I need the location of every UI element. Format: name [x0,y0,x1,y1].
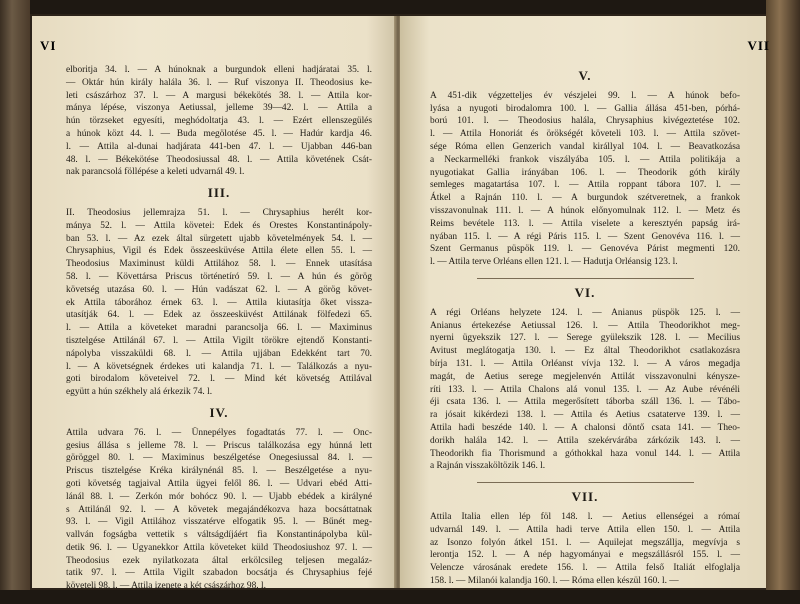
text-line: gesius állása s jelleme 78. l. — Priscus találkozása egy húnná lett [66,440,372,451]
text-line: Attila hadi beszéde 140. l. — A chalonsi döntő csata 141. — Theo- [430,422,740,433]
text-line: 158. l. — Milanói kalandja 160. l. — Róma ellen készül 160. l. — [430,575,679,586]
text-line: detik 96. l. — Ugyanekkor Attila követeket küld Theodosiushoz 97. l. — [66,542,372,553]
text-line: ború 101. l. — Theodosius halála, Chrysaphius kivégeztetése 102. [430,116,740,127]
text-line: Priscus tisztelgése Kréka királynénál 85. l. — Beszélgetése a nyu- [66,466,372,477]
section-heading-V: V. [578,68,592,83]
text-line: nápolyba visszaküldi 68. l. — Attila ujjában Edekként tart 70. [66,348,372,359]
text-line: dorikh halála 142. l. — Attila szekérvárába zárkózik 143. l. — [430,435,740,446]
text-line: nyerni ügyekszik 127. l. — Serege gyülekszik 128. l. — Mecilius [430,333,740,344]
book-cover-left-marbled [0,0,30,604]
text-line: bírja 131. l. — Attila Orléanst vívja 132. l. — A város megadja [430,358,740,369]
text-line: Anianus értekezése Aetiussal 126. l. — Attila Theodorikhot meg- [430,320,740,331]
text-line: 93. l. — Vigil Attilához visszatérve elfogatik 95. l. — Bűnét meg- [66,517,372,528]
text-line: követség utazása 60. l. — Hún vadászat 62. l. — A görög követ- [66,284,372,295]
text-line: visszavonulnak 111. l. — A húnok előnyomulnak 112. l. — Metz és [430,205,740,216]
text-line: Reims bevétele 113. l. — Attila viselete a keresztyén papság irá- [430,218,740,229]
text-line: utasítják 64. l. — Edek az összeesküvést Attilának fölfedezi 65. [66,310,372,321]
text-line: az Isonzo folyón átkel 151. l. — Aquilejat megszállja, megvívja s [430,537,740,548]
book-cover-top [0,0,800,14]
text-line: lyása a nyugoti birodalomra 100. l. — Gallia állása 451-ben, pórhá- [430,103,740,114]
text-line: mánya lépése, viszonya Aetiussal, jelleme 39—42. l. — Attila a [66,103,372,114]
text-line: ban 53. l. — Az ezek által sürgetett ujabb követelmények 54. l. — [66,233,372,244]
text-line: udvarnál 149. l. — Attila hadi terve Attila ellen 150. l. — Attila [430,524,740,535]
section-divider [477,482,694,483]
book-cover-right-marbled [766,0,800,604]
text-line: a Rajnán visszaköltözik 146. l. [430,461,546,472]
text-line: ríti 133. l. — Attila Chalons alá vonul 135. l. — Az Aube révénéli [430,384,740,395]
text-line: l. — Attila Honoriát és örökségét követeli 103. l. — Attila szövet- [430,129,740,140]
text-line: ek Attila táborához érnek 63. l. — Attila kiutasítja őket vissza- [66,297,372,308]
section-divider [477,278,694,279]
text-line: A 451-dik végzetteljes év vészjelei 99. l. — A húnok befo- [430,90,740,101]
text-line: leti császárhoz 37. l. — A margusi békekötés 38. l. — Attila kor- [66,90,372,101]
text-line: Szent Germanus püspök 119. l. — Genovéva Párist megmenti 120. [430,244,740,255]
section-heading-IV: IV. [209,404,229,420]
text-line: tatik 97. l. — Attila Vigilt szabadon bocsátja és Chrysaphius fejé [66,568,372,579]
text-line: — Oktár hún király halála 36. l. — Ruf viszonya II. Theodosius ke- [66,77,372,88]
text-line: Theodosius ezek nyilatkozata által erkölcsileg teljesen megaláz- [66,555,372,566]
text-line: lerontja 152. l. — A nép hagyományai e megszállásról 155. l. — [430,550,740,561]
text-line: hún törzseket egyesíti, meghódoltatja 43. l. — Ezért ellenszegülés [66,116,372,127]
text-line: Átkel a Rajnán 110. l. — A burgundok szétveretnek, a frankok [430,193,740,204]
text-line: elboritja 34. l. — A húnoknak a burgundok elleni hadjáratai 35. l. [66,65,372,75]
text-line: a Neckarmelléki frankok viszályába 105. l. — Attila politikája a [430,154,740,165]
text-line: 48. l. — Békekötése Theodosiussal 48. l. — Attila követének Csát- [66,154,372,165]
text-line: Theodorikh fia Thorismund a góthokkal haza vonul 144. l. — Attila [430,448,740,459]
text-line: tisztelgése Attilánál 67. l. — Attila Vigilt törökre ejtendő Konstanti- [66,335,372,346]
text-line: nyában 115. l. — A régi Páris 115. l. — Szent Genovéva 116. l. — [430,231,740,242]
text-line: magát, de Aetius serege megjelenvén Attilát visszavonulni kénysze- [430,371,740,382]
text-line: Attila Italia ellen lép föl 148. l. — Aetius ellenségei a rómaí [430,511,740,522]
section-V-paragraph [430,90,740,269]
text-line: l. — Attila terve Orléans ellen 121. l. — Hadutja Orléansig 123. l. [430,257,678,268]
text-line: sége Róma ellen Genzerich vandal királlyal 104. l. — Beavatkozása [430,141,740,152]
text-line: Attila udvara 76. l. — Ünnepélyes fogadtatás 77. l. — Onc- [66,427,372,438]
text-line: goti követség tagjaival Attila ügyei felől 86. l. — Udvari ebéd Atti- [66,478,372,489]
text-line: követeli 98. l. — Attila izenete a két császárhoz 98. l. [66,581,266,592]
section-heading-III: III. [207,185,231,201]
right-page-text [430,70,740,588]
text-line: Theodosius Maximinust küldi Attilához 58. l. — Ennek utasítása [66,259,372,270]
text-line: éji csata 136. l. — Attila megerősített táborba száll 136. l. — Tábo- [430,397,740,408]
text-line: A régi Orléans helyzete 124. l. — Anianus püspök 125. l. — [430,307,740,318]
text-line: a húnok közt 44. l. — Buda megölotése 45. l. — Hadúr kardja 46. [66,128,372,139]
text-line: 58. l. — Követtársa Priscus történetíró 59. l. — A hún és görög [66,271,372,282]
page-number-left: VI [40,38,57,53]
page-number-right: VII [747,38,770,53]
text-line: l. — A követségnek érdekes uti kalandja 71. l. — Találkozás a nyu- [66,361,372,372]
section-VII-paragraph [430,511,740,588]
left-intro-paragraph [66,64,372,179]
text-line: goti birodalom követeivel 72. l. — Mind két követség Attilával [66,374,372,385]
text-line: s Attilánál 92. l. — A követek megajándékozva haza bocsáttatnak [66,504,372,515]
text-line: Chrysaphius, Vigil és Edek összeesküvése Attila élete ellen 55. l. — [66,246,372,257]
text-line: semleges magatartása 107. l. — Attila roppant tábora 107. l. — [430,180,740,191]
right-page [400,16,766,588]
left-page [32,16,396,592]
section-IV-paragraph [66,427,372,593]
text-line: l. — Attila a követeket maradni parancsolja 66. l. — Maximinus [66,323,372,334]
text-line: göröggel 80. l. — Maximinus beszélgetése Onegesiussal 84. l. — [66,453,372,464]
left-page-text [66,64,372,593]
section-III-paragraph [66,207,372,399]
text-line: Velencze városának eredete 156. l. — Attila felső Italiát elfoglalja [430,563,740,574]
text-line: ra jósait kikérdezi 138. l. — Attila és Aetius csataterve 139. l. — [430,410,740,421]
text-line: nyugotiakat Gallia irányában 106. l. — Theodorik góth király [430,167,740,178]
text-line: II. Theodosius jellemrajza 51. l. — Chrysaphius herélt kor- [66,207,372,218]
text-line: vallván fogságba vettetik s váltságdíjáért fia Konstantinápolyba kül- [66,530,372,541]
text-line: l. — Attila al-dunai hadjárata 441-ben 47. l. — Ujabban 446-ban [66,141,372,152]
text-line: mánya 52. l. — Attila követei: Edek és Orestes Konstantinápoly- [66,220,372,231]
text-line: Avitust meglátogatja 130. l. — Ez által Theodorikhot csatlakozásra [430,346,740,357]
text-line: nak parancsolá föllépése a keleti udvarnál 49. l. [66,167,245,178]
section-heading-VI: VI. [574,284,596,300]
section-heading-VII: VII. [571,489,599,505]
text-line: együtt a hún székhely alá érkezik 74. l. [66,387,213,398]
section-VI-paragraph [430,307,740,473]
text-line: lánál 88. l. — Zerkón mór bohócz 90. l. — Ujabb ebédek a királyné [66,491,372,502]
